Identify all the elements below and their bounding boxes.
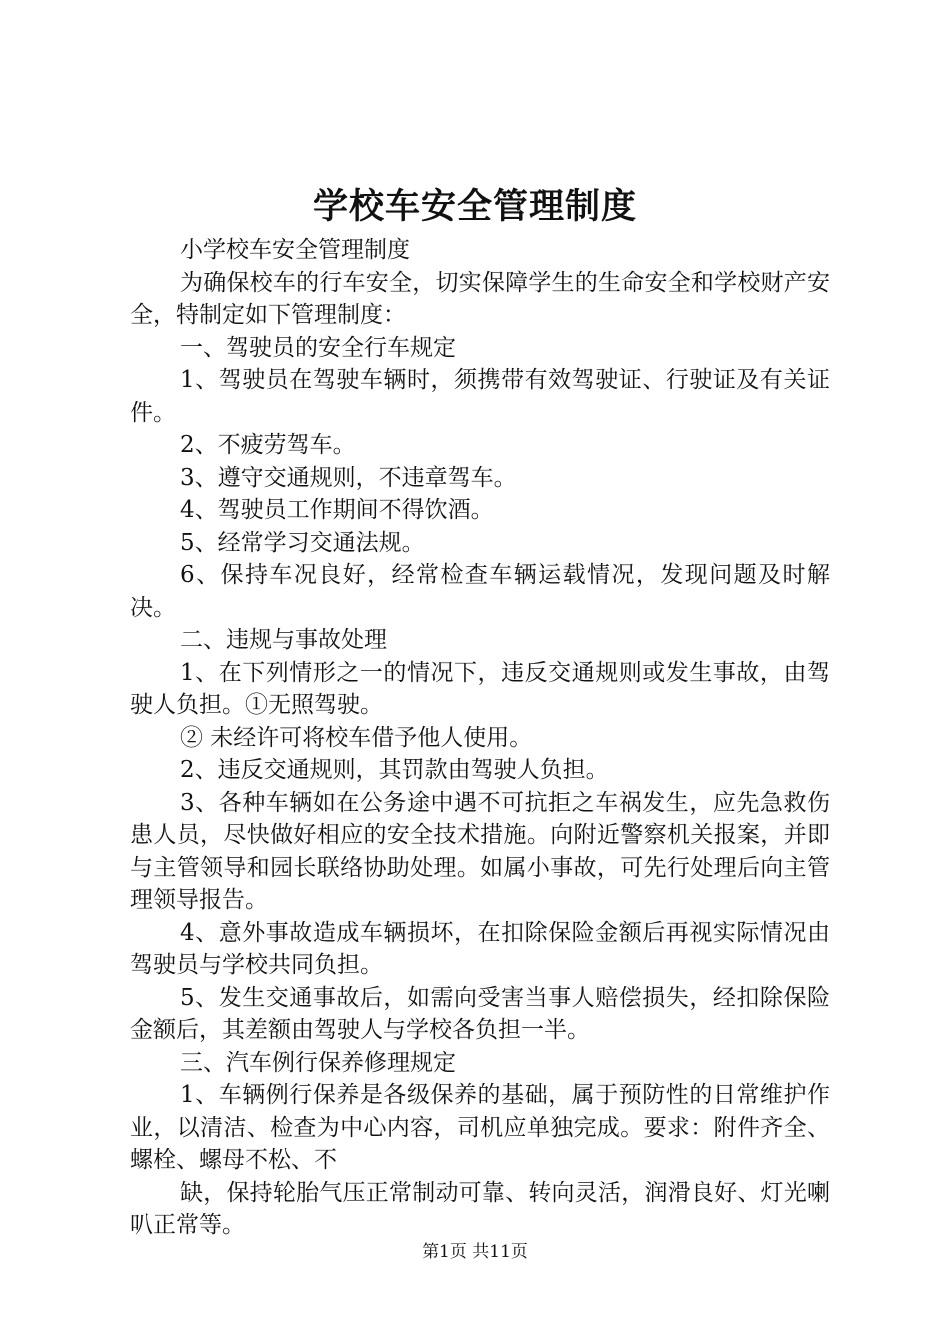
section-heading-driver-rules: 一、驾驶员的安全行车规定 [180,334,456,361]
paragraph-violation-4: 4、意外事故造成车辆损坏，在扣除保险金额后再视实际情况由驾驶员与学校共同负担。 [130,919,830,978]
paragraph-driver-rule-6: 6、保持车况良好，经常检查车辆运载情况，发现问题及时解决。 [130,562,830,621]
paragraph-violation-3: 3、各种车辆如在公务途中遇不可抗拒之车祸发生，应先急救伤患人员，尽快做好相应的安全技术措施。向附近警察机关报案，并即与主管领导和园长联络协助处理。如属小事故，可先行处理后向主管理领导报告。 [130,789,830,913]
document-body [130,234,830,1242]
paragraph-driver-rule-1: 1、驾驶员在驾驶车辆时，须携带有效驾驶证、行驶证及有关证件。 [130,367,830,426]
paragraph-driver-rule-4: 4、驾驶员工作期间不得饮酒。 [180,497,494,523]
document-title: 学校车安全管理制度 [312,186,637,227]
paragraph-maintenance-1-cont: 缺，保持轮胎气压正常制动可靠、转向灵活，润滑良好、灯光喇叭正常等。 [130,1179,830,1238]
paragraph-driver-rule-5: 5、经常学习交通法规。 [180,529,425,556]
paragraph-violation-2: 2、违反交通规则，其罚款由驾驶人负担。 [180,757,609,783]
paragraph-driver-rule-2: 2、不疲劳驾车。 [180,432,356,458]
paragraph-driver-rule-3: 3、遵守交通规则，不违章驾车。 [180,464,517,491]
paragraph-violation-5: 5、发生交通事故后，如需向受害当事人赔偿损失，经扣除保险金额后，其差额由驾驶人与学校各负担一半。 [130,984,830,1043]
paragraph-violation-1: 1、在下列情形之一的情况下，违反交通规则或发生事故，由驾驶人负担。①无照驾驶。 [130,659,830,718]
section-heading-violations: 二、违规与事故处理 [180,627,387,653]
page-number-footer: 第1页 共11页 [422,1242,528,1262]
section-heading-maintenance: 三、汽车例行保养修理规定 [180,1049,456,1076]
paragraph-violation-1b: ② 未经许可将校车借予他人使用。 [180,724,533,751]
paragraph-maintenance-1: 1、车辆例行保养是各级保养的基础，属于预防性的日常维护作业，以清洁、检查为中心内容，司机应单独完成。要求：附件齐全、螺栓、螺母不松、不 [130,1082,830,1173]
paragraph-intro: 为确保校车的行车安全，切实保障学生的生命安全和学校财产安全，特制定如下管理制度： [130,269,830,328]
paragraph-subtitle: 小学校车安全管理制度 [180,237,410,263]
